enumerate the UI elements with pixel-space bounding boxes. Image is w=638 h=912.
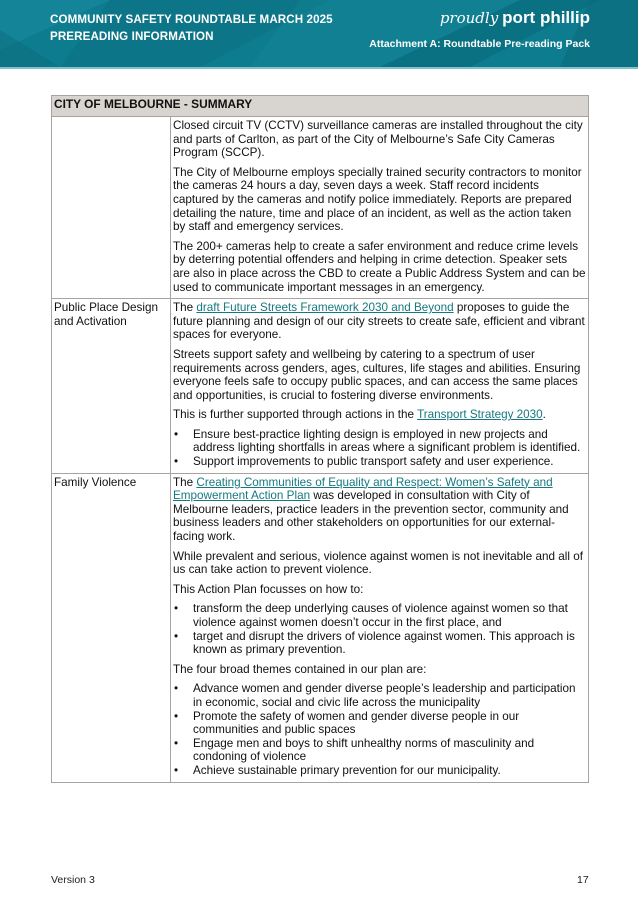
future-streets-framework-link[interactable]: draft Future Streets Framework 2030 and Beyond xyxy=(196,301,454,315)
row-content xyxy=(171,473,589,782)
text: This is further supported through actions in the xyxy=(173,408,418,422)
paragraph xyxy=(173,408,586,422)
table-row-public-place-design xyxy=(52,299,589,474)
bullet-icon: • xyxy=(174,682,179,696)
attachment-subtitle: Attachment A: Roundtable Pre-reading Pack xyxy=(369,38,590,50)
header-banner xyxy=(0,0,638,67)
paragraph: Closed circuit TV (CCTV) surveillance cameras are installed throughout the city and parts of Carlton, as part of the City of Melbourne’s Safe City Cameras Program (SCCP). xyxy=(173,119,583,160)
list-item-text: Support improvements to public transport safety and user experience. xyxy=(193,455,554,469)
bullet-icon: • xyxy=(174,602,179,616)
list-item xyxy=(173,682,586,709)
summary-table xyxy=(51,95,589,783)
bullet-list xyxy=(173,428,586,469)
bullet-icon: • xyxy=(174,427,179,441)
bullet-icon: • xyxy=(174,763,179,777)
paragraph: The City of Melbourne employs specially trained security contractors to monitor the cameras 24 hours a day, seven days a week. Staff record incidents captured by the cameras and notify police immediately. Reports are prepared detailing the nature, time and place of an incident, as well as the action taken by staff and emergency services. xyxy=(173,165,582,234)
list-item xyxy=(173,710,586,737)
transport-strategy-link[interactable]: Transport Strategy 2030 xyxy=(417,408,543,422)
text: The xyxy=(173,475,197,489)
row-content xyxy=(171,299,589,474)
table-heading: CITY OF MELBOURNE - SUMMARY xyxy=(52,96,589,117)
title-line-1: COMMUNITY SAFETY ROUNDTABLE MARCH 2025 xyxy=(50,13,333,26)
list-item-text: Achieve sustainable primary prevention for our municipality. xyxy=(193,763,501,777)
list-item-text: target and disrupt the drivers of violence against women. This approach is known as primary prevention. xyxy=(193,629,575,657)
row-content xyxy=(171,117,589,299)
bullet-icon: • xyxy=(174,455,179,469)
text: The xyxy=(173,301,197,315)
list-item xyxy=(173,455,586,469)
footer-version: Version 3 xyxy=(51,874,95,886)
title-line-2: PREREADING INFORMATION xyxy=(50,30,214,43)
text: was developed in consultation with City of Melbourne leaders, practice leaders in the prevention sector, community and business leaders and other stakeholders on opportunities for our external-facing work. xyxy=(173,489,569,544)
paragraph: This Action Plan focusses on how to: xyxy=(173,582,364,596)
port-phillip-logo xyxy=(440,8,590,28)
row-label: Public Place Design and Activation xyxy=(52,299,171,474)
table-row-family-violence xyxy=(52,473,589,782)
list-item xyxy=(173,630,586,657)
paragraph xyxy=(173,476,586,544)
list-item-text: Promote the safety of women and gender diverse people in our communities and public spaces xyxy=(193,709,520,737)
page-number: 17 xyxy=(577,874,589,886)
document-title xyxy=(50,11,333,45)
bullet-list xyxy=(173,682,586,777)
row-label xyxy=(52,117,171,299)
paragraph xyxy=(173,301,586,342)
logo-text: port phillip xyxy=(502,8,590,27)
list-item xyxy=(173,764,586,778)
text: proposes to guide the future planning and design of our city streets to create safe, efficient and vibrant spaces for everyone. xyxy=(173,301,585,342)
table-row-cctv xyxy=(52,117,589,299)
list-item-text: transform the deep underlying causes of violence against women so that violence against women doesn’t occur in the first place, and xyxy=(193,602,568,629)
list-item xyxy=(173,737,586,764)
bullet-icon: • xyxy=(174,709,179,723)
table-heading-row xyxy=(52,96,589,117)
logo-script: proudly xyxy=(439,9,499,27)
list-item xyxy=(173,602,586,629)
text: . xyxy=(542,408,546,422)
paragraph: While prevalent and serious, violence against women is not inevitable and all of us can take action to prevent violence. xyxy=(173,549,583,577)
paragraph: Streets support safety and wellbeing by catering to a spectrum of user requirements across genders, ages, cultures, life stages and abilities. Ensuring everyone feels safe to occupy public spaces, and can access the same places and opportunities, is crucial to fostering diverse environments. xyxy=(173,347,581,402)
list-item-text: Advance women and gender diverse people’s leadership and participation in economic, social and civic life across the municipality xyxy=(193,682,576,709)
list-item-text: Ensure best-practice lighting design is employed in new projects and address lighting shortfalls in areas where a significant problem is identified. xyxy=(193,427,581,455)
paragraph: The 200+ cameras help to create a safer environment and reduce crime levels by deterring potential offenders and helping in crime detection. Speaker sets are also in place across the CBD to create a Public Address System and can be used to communicate important messages in an emergency. xyxy=(173,239,586,294)
bullet-icon: • xyxy=(174,629,179,643)
womens-safety-action-plan-link[interactable]: Creating Communities of Equality and Respect: Women’s Safety and Empowerment Action Plan xyxy=(173,475,553,503)
bullet-icon: • xyxy=(174,736,179,750)
list-item xyxy=(173,428,586,455)
banner-divider xyxy=(0,67,638,69)
paragraph: The four broad themes contained in our plan are: xyxy=(173,662,427,676)
bullet-list xyxy=(173,602,586,656)
row-label: Family Violence xyxy=(52,473,171,782)
list-item-text: Engage men and boys to shift unhealthy norms of masculinity and condoning of violence xyxy=(193,736,535,764)
